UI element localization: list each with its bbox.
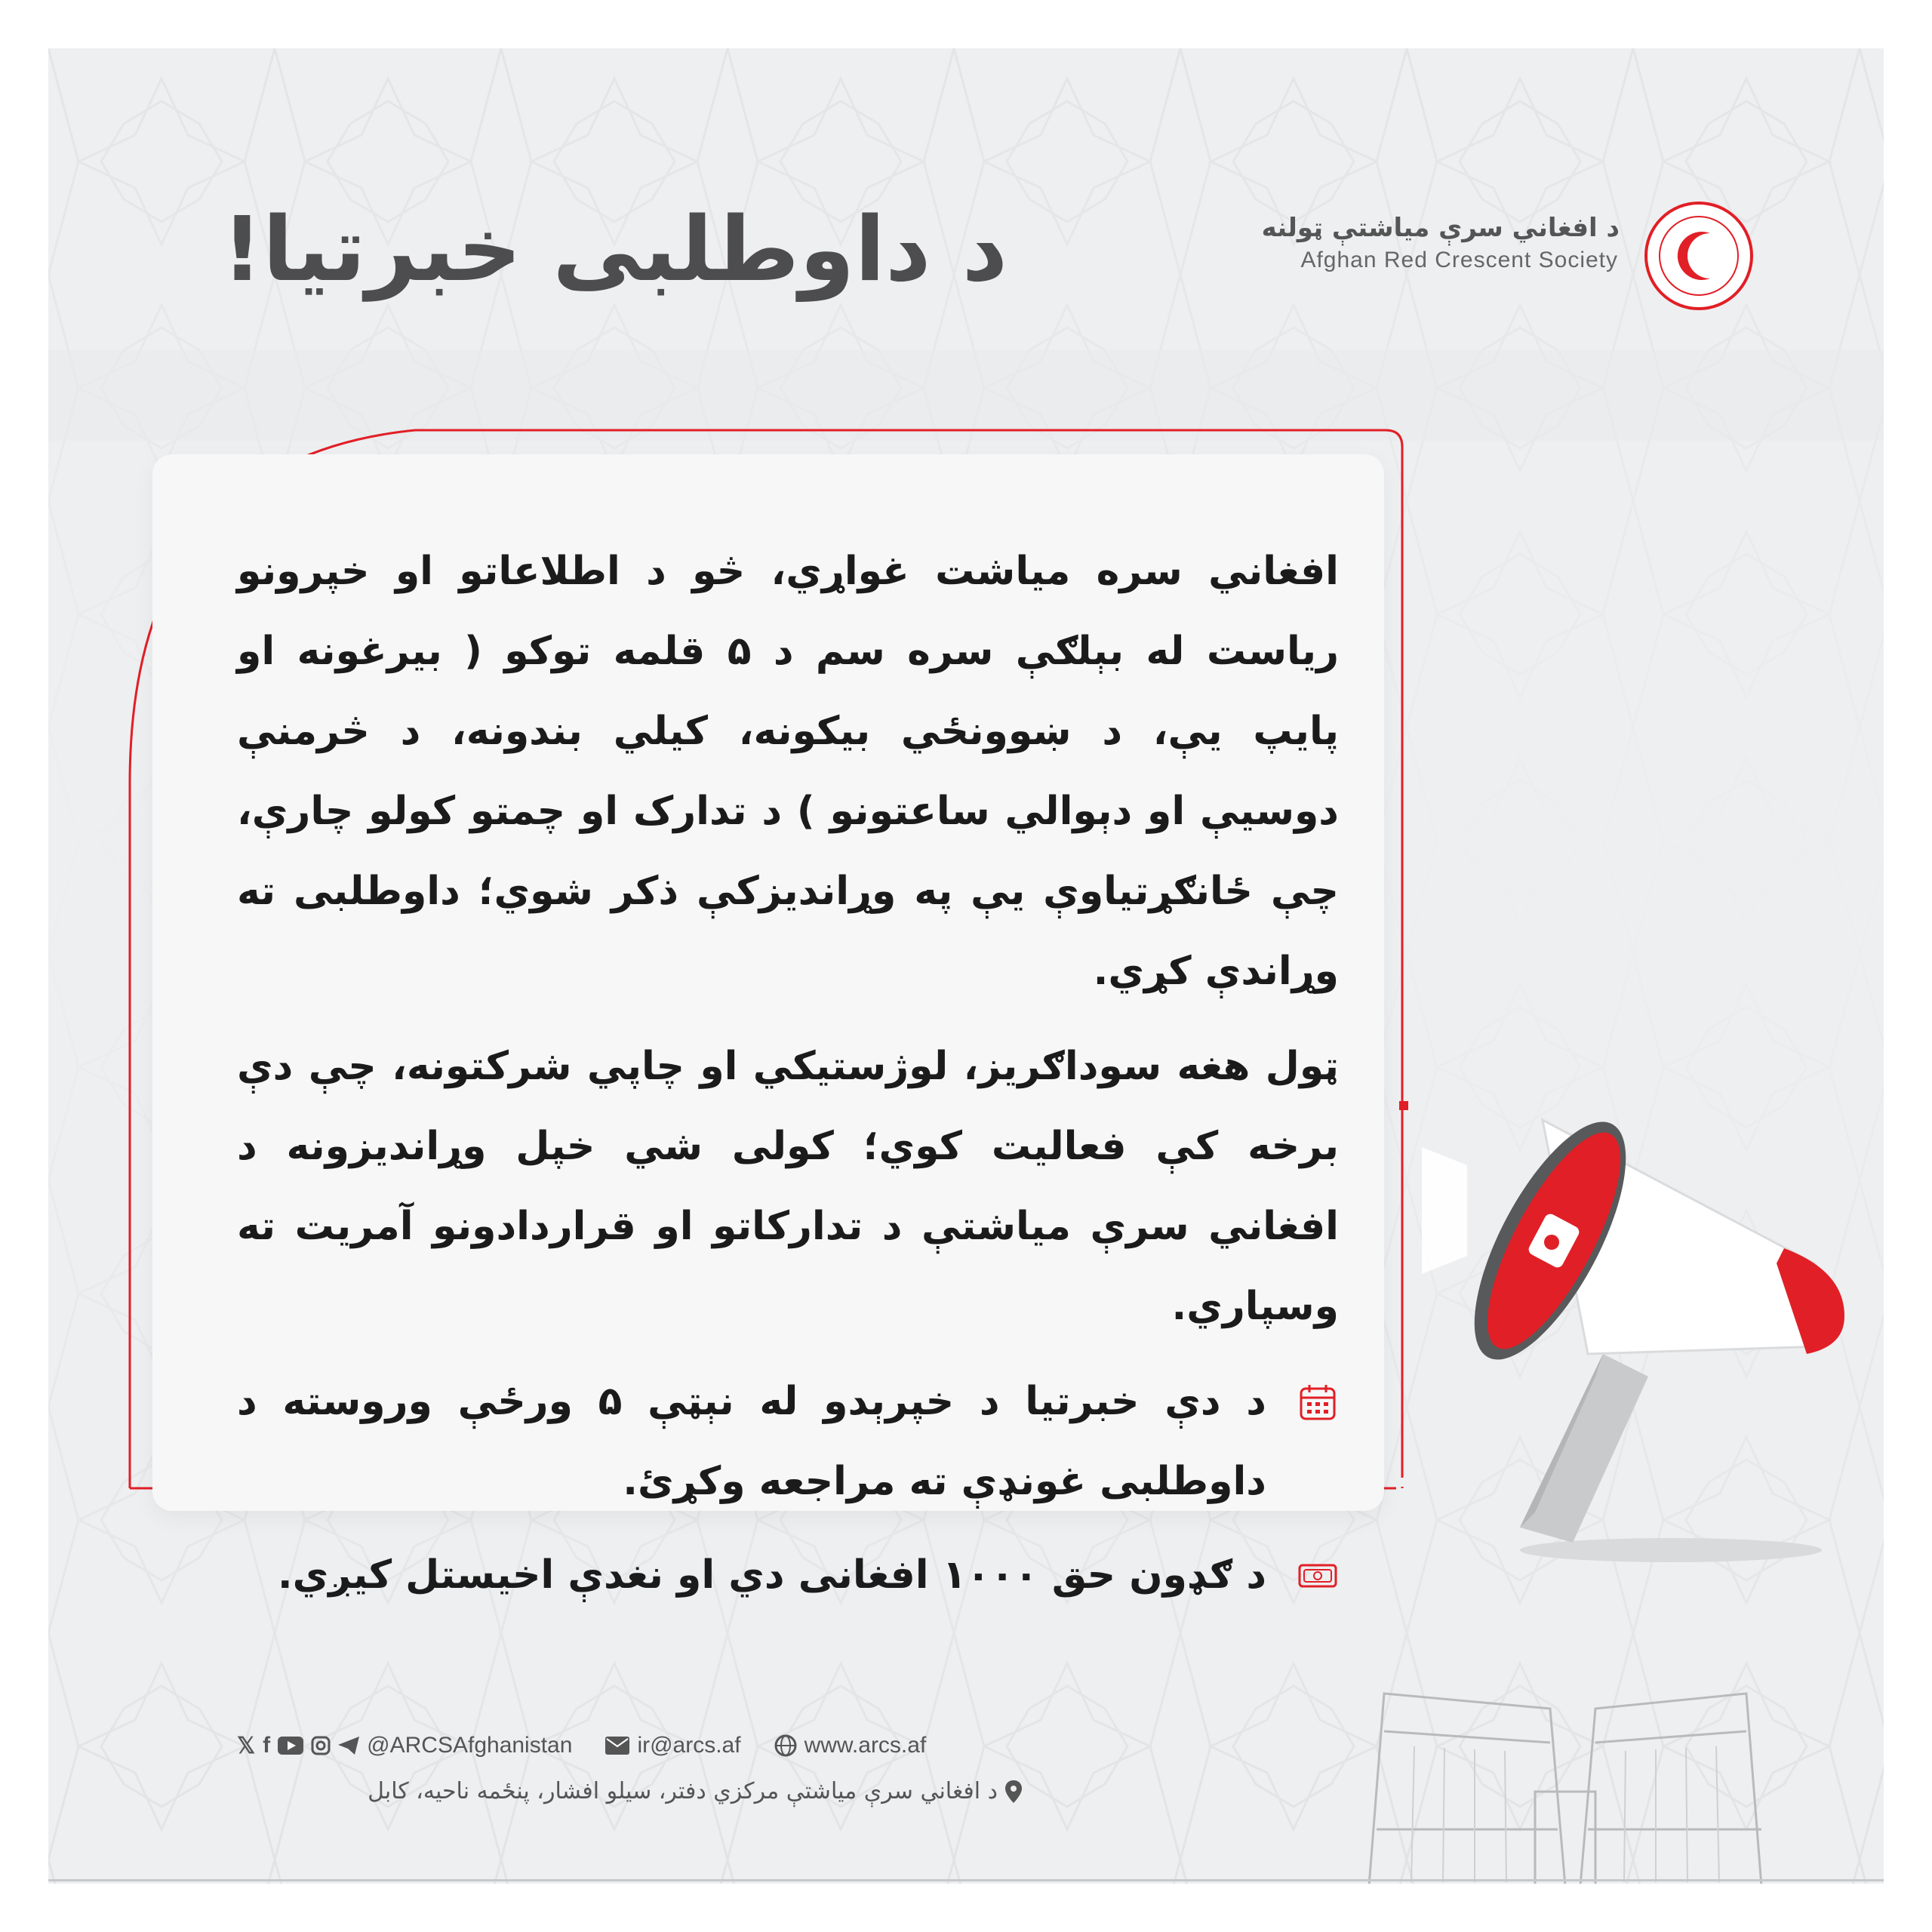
address-text: د افغاني سرې میاشتې مرکزي دفتر، سیلو افشار، پنځمه ناحیه، کابل bbox=[368, 1778, 998, 1804]
arcs-logo bbox=[1642, 199, 1755, 312]
bullet-deadline bbox=[237, 1361, 1339, 1521]
org-name-english: Afghan Red Crescent Society bbox=[1300, 248, 1618, 272]
poster-canvas bbox=[48, 48, 1884, 1884]
website-group bbox=[774, 1733, 927, 1758]
globe-icon bbox=[774, 1734, 797, 1757]
email-link[interactable]: ir@arcs.af bbox=[637, 1733, 741, 1758]
building-illustration bbox=[1354, 1678, 1777, 1884]
website-link[interactable]: www.arcs.af bbox=[804, 1733, 927, 1758]
social-group bbox=[237, 1733, 572, 1759]
facebook-icon[interactable]: f bbox=[263, 1733, 271, 1758]
megaphone-icon bbox=[1422, 1105, 1884, 1573]
telegram-icon[interactable] bbox=[338, 1737, 359, 1755]
paragraph-companies: ټول هغه سوداګریز، لوژستیکي او چاپي شرکتونه، چې دې برخه کې فعالیت کوي؛ کولی شي خپل وړاندیزونه د افغاني سرې میاشتې د تدارکاتو او قراردادونو آمریت ته وسپاري. bbox=[237, 1044, 1339, 1329]
email-icon bbox=[605, 1737, 629, 1755]
page-title: د داوطلبی خبرتیا! bbox=[222, 197, 1008, 301]
accent-dot bbox=[1399, 1101, 1408, 1110]
bullet-fee-text: د ګډون حق ۱۰۰۰ افغانی دي او نغدې اخیستل کیږي. bbox=[277, 1552, 1266, 1598]
footer-address bbox=[237, 1778, 1022, 1804]
paragraph-intro: افغاني سره میاشت غواړي، څو د اطلاعاتو او خپرونو ریاست له بېلګې سره سم د ۵ قلمه توکو ( بیرغونه او پایپ یې، د ښوونځي بیکونه، کیلي بندونه، د څرمنې دوسیې او دېوالي ساعتونو ) د تدارک او چمتو کولو چارې، چې ځانګړتیاوې یې په وړاندیزکې ذکر شوي؛ داوطلبی ته وړاندې کړي. bbox=[237, 549, 1340, 994]
footer-contacts bbox=[237, 1727, 1022, 1764]
bullet-deadline-text: د دې خبرتیا د خپرېدو له نېټې ۵ ورځې وروسته د داوطلبی غونډې ته مراجعه وکړئ. bbox=[237, 1379, 1266, 1504]
bullet-fee bbox=[237, 1535, 1339, 1615]
calendar-icon bbox=[1297, 1381, 1339, 1423]
email-group bbox=[605, 1733, 740, 1758]
social-handle[interactable]: @ARCSAfghanistan bbox=[367, 1733, 573, 1758]
bottom-divider bbox=[48, 1879, 1884, 1881]
location-icon bbox=[1005, 1780, 1022, 1803]
org-name-pashto: د افغاني سرې میاشتې ټولنه bbox=[1261, 213, 1620, 243]
money-icon bbox=[1297, 1555, 1339, 1597]
youtube-icon[interactable] bbox=[278, 1737, 303, 1755]
x-icon[interactable]: 𝕏 bbox=[237, 1733, 256, 1758]
instagram-icon[interactable] bbox=[311, 1736, 331, 1755]
announcement-body bbox=[237, 531, 1339, 1629]
